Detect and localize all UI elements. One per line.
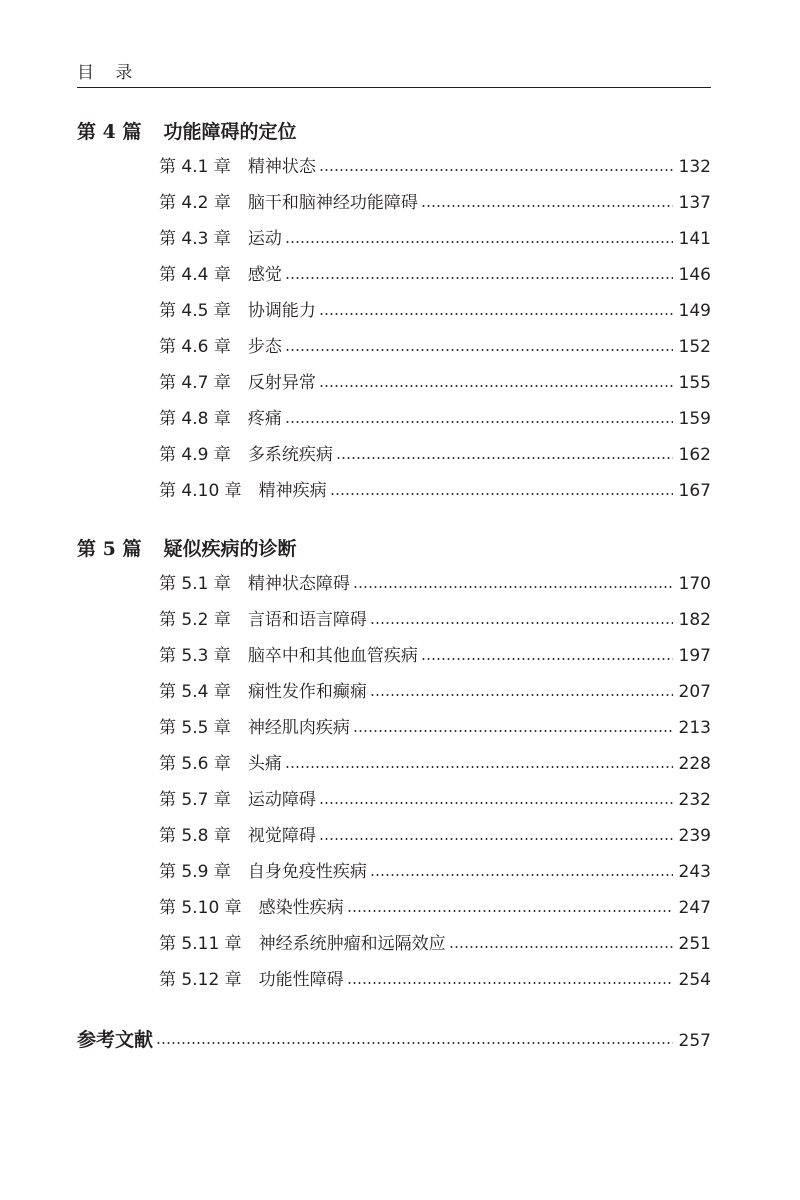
page-number: 159 xyxy=(678,409,711,429)
chapter-title: 多系统疾病 xyxy=(247,445,333,465)
toc-entry[interactable] xyxy=(159,785,711,815)
chapter-title: 反射异常 xyxy=(247,373,316,393)
chapter-number: 第 4.10 章 xyxy=(159,481,242,501)
page-number: 239 xyxy=(678,826,711,846)
chapter-title: 头痛 xyxy=(247,754,282,774)
dot-leader xyxy=(347,982,673,984)
page-number: 228 xyxy=(678,754,711,774)
chapter-title: 精神疾病 xyxy=(258,481,327,501)
dot-leader xyxy=(449,946,673,948)
chapter-title: 运动障碍 xyxy=(247,790,316,810)
chapter-title: 功能性障碍 xyxy=(258,970,344,990)
toc-entry[interactable] xyxy=(159,929,711,959)
dot-leader xyxy=(421,658,673,660)
toc-entry[interactable] xyxy=(159,893,711,923)
page-number: 132 xyxy=(678,157,711,177)
chapter-number: 第 5.9 章 xyxy=(159,862,231,882)
chapter-number: 第 5.4 章 xyxy=(159,682,231,702)
chapter-title: 感觉 xyxy=(247,265,282,285)
page-number: 232 xyxy=(678,790,711,810)
chapter-title: 精神状态 xyxy=(247,157,316,177)
page-number: 167 xyxy=(678,481,711,501)
toc-entry[interactable] xyxy=(159,677,711,707)
toc-entry[interactable] xyxy=(159,605,711,635)
toc-entry[interactable] xyxy=(159,296,711,326)
dot-leader xyxy=(285,421,673,423)
dot-leader xyxy=(319,313,673,315)
part-heading-5[interactable] xyxy=(77,534,296,564)
chapter-number: 第 5.6 章 xyxy=(159,754,231,774)
dot-leader xyxy=(336,457,673,459)
toc-entry[interactable] xyxy=(159,476,711,506)
toc-entry[interactable] xyxy=(159,641,711,671)
dot-leader xyxy=(285,277,673,279)
chapter-number: 第 4.9 章 xyxy=(159,445,231,465)
chapter-number: 第 5.5 章 xyxy=(159,718,231,738)
part-title: 功能障碍的定位 xyxy=(163,121,297,143)
chapter-title: 自身免疫性疾病 xyxy=(247,862,367,882)
page-number: 137 xyxy=(678,193,711,213)
page-number: 213 xyxy=(678,718,711,738)
page-number: 149 xyxy=(678,301,711,321)
chapter-number: 第 5.12 章 xyxy=(159,970,242,990)
chapter-title: 步态 xyxy=(247,337,282,357)
dot-leader xyxy=(370,874,673,876)
toc-entry[interactable] xyxy=(159,857,711,887)
part-title: 疑似疾病的诊断 xyxy=(163,538,297,560)
toc-entry[interactable] xyxy=(159,440,711,470)
part-label: 第 5 篇 xyxy=(77,538,142,560)
part-label: 第 4 篇 xyxy=(77,121,142,143)
page-number: 170 xyxy=(678,574,711,594)
chapter-number: 第 4.7 章 xyxy=(159,373,231,393)
toc-entry[interactable] xyxy=(159,713,711,743)
toc-entry[interactable] xyxy=(159,749,711,779)
chapter-title: 协调能力 xyxy=(247,301,316,321)
page-number: 207 xyxy=(678,682,711,702)
toc-entry[interactable] xyxy=(159,569,711,599)
chapter-number: 第 4.4 章 xyxy=(159,265,231,285)
chapter-title: 脑卒中和其他血管疾病 xyxy=(247,646,418,666)
page-number: 247 xyxy=(678,898,711,918)
chapter-number: 第 4.3 章 xyxy=(159,229,231,249)
toc-entry[interactable] xyxy=(159,260,711,290)
page-number: 152 xyxy=(678,337,711,357)
page-number: 251 xyxy=(678,934,711,954)
page-number: 254 xyxy=(678,970,711,990)
dot-leader xyxy=(330,493,673,495)
dot-leader xyxy=(353,586,673,588)
chapter-number: 第 5.7 章 xyxy=(159,790,231,810)
dot-leader xyxy=(319,385,673,387)
chapter-number: 第 5.3 章 xyxy=(159,646,231,666)
chapter-title: 视觉障碍 xyxy=(247,826,316,846)
chapter-number: 第 5.8 章 xyxy=(159,826,231,846)
toc-entry[interactable] xyxy=(159,821,711,851)
dot-leader xyxy=(421,205,673,207)
toc-entry-references[interactable] xyxy=(77,1025,711,1055)
chapter-number: 第 4.8 章 xyxy=(159,409,231,429)
dot-leader xyxy=(285,349,673,351)
toc-entry[interactable] xyxy=(159,965,711,995)
page-number: 182 xyxy=(678,610,711,630)
chapter-title: 言语和语言障碍 xyxy=(247,610,367,630)
dot-leader xyxy=(319,802,673,804)
running-head: 目 录 xyxy=(77,63,141,83)
dot-leader xyxy=(347,910,673,912)
chapter-number: 第 4.6 章 xyxy=(159,337,231,357)
dot-leader xyxy=(156,1042,673,1044)
dot-leader xyxy=(353,730,673,732)
chapter-title: 感染性疾病 xyxy=(258,898,344,918)
chapter-number: 第 4.2 章 xyxy=(159,193,231,213)
toc-entry[interactable] xyxy=(159,188,711,218)
chapter-title: 疼痛 xyxy=(247,409,282,429)
chapter-title: 运动 xyxy=(247,229,282,249)
toc-entry[interactable] xyxy=(159,224,711,254)
page-number: 162 xyxy=(678,445,711,465)
chapter-number: 第 5.10 章 xyxy=(159,898,242,918)
page-number: 141 xyxy=(678,229,711,249)
references-title: 参考文献 xyxy=(77,1029,154,1051)
dot-leader xyxy=(285,766,673,768)
page-number: 243 xyxy=(678,862,711,882)
toc-entry[interactable] xyxy=(159,332,711,362)
toc-entry[interactable] xyxy=(159,152,711,182)
header-rule xyxy=(77,87,711,88)
dot-leader xyxy=(319,169,673,171)
dot-leader xyxy=(319,838,673,840)
chapter-number: 第 5.2 章 xyxy=(159,610,231,630)
chapter-title: 痫性发作和癫痫 xyxy=(247,682,367,702)
dot-leader xyxy=(370,622,673,624)
dot-leader xyxy=(285,241,673,243)
chapter-title: 脑干和脑神经功能障碍 xyxy=(247,193,418,213)
part-heading-4[interactable] xyxy=(77,117,296,147)
toc-entry[interactable] xyxy=(159,368,711,398)
page-number: 257 xyxy=(678,1031,711,1051)
chapter-title: 神经系统肿瘤和远隔效应 xyxy=(258,934,446,954)
chapter-number: 第 4.1 章 xyxy=(159,157,231,177)
chapter-title: 神经肌肉疾病 xyxy=(247,718,350,738)
page-number: 155 xyxy=(678,373,711,393)
dot-leader xyxy=(370,694,673,696)
page-number: 197 xyxy=(678,646,711,666)
toc-entry[interactable] xyxy=(159,404,711,434)
chapter-title: 精神状态障碍 xyxy=(247,574,350,594)
chapter-number: 第 4.5 章 xyxy=(159,301,231,321)
page-number: 146 xyxy=(678,265,711,285)
chapter-number: 第 5.11 章 xyxy=(159,934,242,954)
chapter-number: 第 5.1 章 xyxy=(159,574,231,594)
